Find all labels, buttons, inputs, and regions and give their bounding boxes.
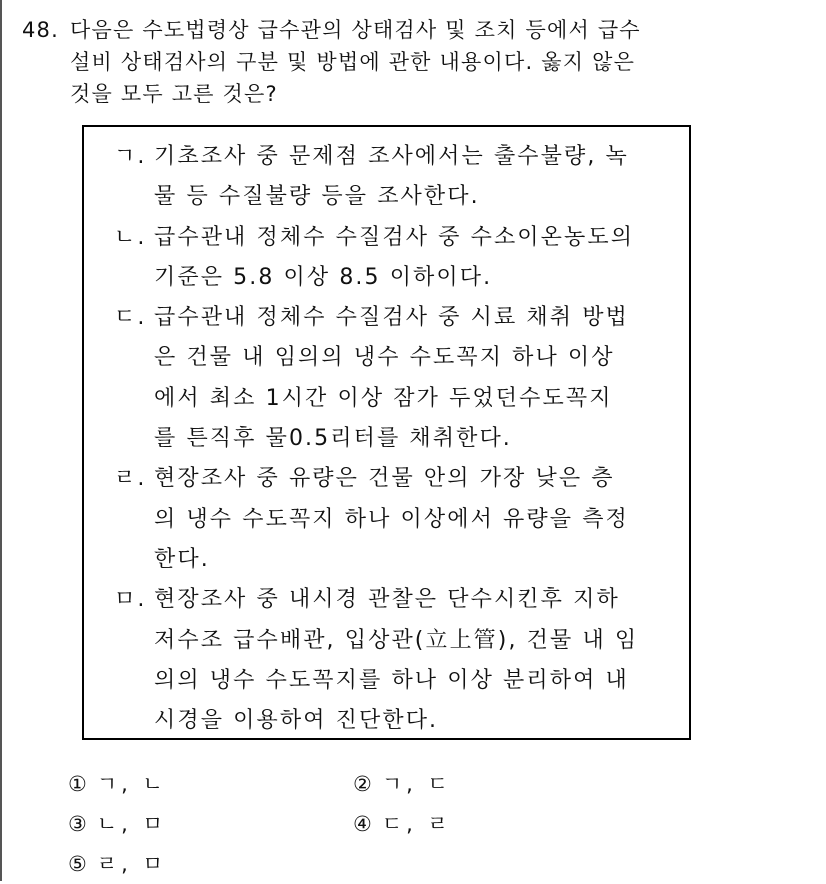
choice-4[interactable] <box>353 804 452 844</box>
statement-line <box>114 459 638 499</box>
question-text: 설비 상태검사의 구분 및 방법에 관한 내용이다. 옳지 않은 <box>70 50 636 74</box>
statement-text: 저수조 급수배관, 입상관(立上管), 건물 내 임 <box>154 627 639 653</box>
statement-text: 에서 최소 1시간 이상 잠가 두었던수도꼭지 <box>154 385 613 411</box>
statement-line <box>114 298 638 338</box>
choice-text: ㄱ, ㄷ <box>381 772 452 796</box>
statement-text: 를 튼직후 물0.5리터를 채취한다. <box>154 426 512 452</box>
choice-3[interactable] <box>68 804 167 844</box>
statement-item-rieul <box>114 459 638 580</box>
statement-item-digeut <box>114 298 638 459</box>
statement-text: 의의 냉수 수도꼭지를 하나 이상 분리하여 내 <box>154 667 629 693</box>
choice-text: ㄹ, ㅁ <box>96 852 167 876</box>
choice-number: ① <box>68 772 87 796</box>
statement-line <box>114 137 638 177</box>
choice-row <box>68 804 568 844</box>
statement-box <box>82 125 691 740</box>
statement-line <box>114 661 638 701</box>
choice-number: ③ <box>68 812 87 836</box>
statement-item-giyeok <box>114 137 638 218</box>
statement-item-nieun <box>114 218 638 299</box>
choice-1[interactable] <box>68 764 167 804</box>
answer-choices <box>68 764 568 884</box>
statement-text: 현장조사 중 내시경 관찰은 단수시킨후 지하 <box>154 587 620 613</box>
choice-number: ⑤ <box>68 852 87 876</box>
statement-text: 의 냉수 수도꼭지 하나 이상에서 유량을 측정 <box>154 506 629 532</box>
choice-2[interactable] <box>353 764 452 804</box>
choice-text: ㄷ, ㄹ <box>381 812 452 836</box>
statement-line <box>114 379 638 419</box>
statement-text: 기초조사 중 문제점 조사에서는 출수불량, 녹 <box>154 144 629 169</box>
statement-text: 급수관내 정체수 수질검사 중 수소이온농도의 <box>154 224 635 250</box>
statement-text: 기준은 5.8 이상 8.5 이하이다. <box>154 264 493 290</box>
statement-list <box>114 137 638 741</box>
statement-marker: ㄹ. <box>114 466 147 492</box>
page-left-border <box>0 0 2 881</box>
statement-marker: ㄱ. <box>114 144 147 169</box>
statement-line <box>114 540 638 580</box>
statement-text: 시경을 이용하여 진단한다. <box>154 708 439 734</box>
statement-text: 현장조사 중 유량은 건물 안의 가장 낮은 층 <box>154 466 615 492</box>
statement-line <box>114 177 638 217</box>
statement-line <box>114 580 638 620</box>
question-text: 것을 모두 고른 것은? <box>70 82 278 106</box>
statement-line <box>114 500 638 540</box>
statement-marker: ㄴ. <box>114 224 147 250</box>
question-line <box>22 46 792 78</box>
choice-text: ㄱ, ㄴ <box>96 772 167 796</box>
choice-5[interactable] <box>68 844 167 884</box>
statement-line <box>114 621 638 661</box>
statement-text: 물 등 수질불량 등을 조사한다. <box>154 184 480 210</box>
choice-text: ㄴ, ㅁ <box>96 812 167 836</box>
question-line <box>22 14 792 46</box>
statement-line <box>114 338 638 378</box>
statement-item-mieum <box>114 580 638 741</box>
statement-marker: ㄷ. <box>114 305 147 331</box>
question-stem <box>22 14 792 110</box>
choice-row <box>68 844 568 884</box>
statement-marker: ㅁ. <box>114 587 147 613</box>
statement-text: 한다. <box>154 546 210 572</box>
statement-line <box>114 218 638 258</box>
choice-number: ② <box>353 772 372 796</box>
question-text: 다음은 수도법령상 급수관의 상태검사 및 조치 등에서 급수 <box>70 18 641 42</box>
statement-line <box>114 419 638 459</box>
statement-line <box>114 701 638 741</box>
statement-text: 급수관내 정체수 수질검사 중 시료 채취 방법 <box>154 305 629 331</box>
question-line <box>22 78 792 110</box>
statement-line <box>114 258 638 298</box>
statement-text: 은 건물 내 임의의 냉수 수도꼭지 하나 이상 <box>154 345 615 371</box>
choice-number: ④ <box>353 812 372 836</box>
question-number: 48. <box>22 18 59 42</box>
choice-row <box>68 764 568 804</box>
